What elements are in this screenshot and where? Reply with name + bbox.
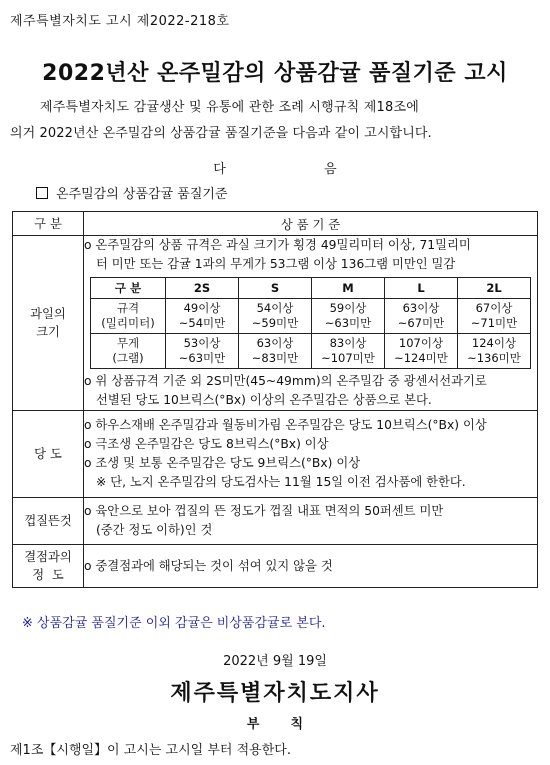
size-table [90, 277, 531, 369]
content-line: o 조생 및 보통 온주밀감은 당도 9브릭스(°Bx) 이상 [84, 456, 361, 470]
size-col-header: 2L [458, 278, 531, 299]
row-content-sugar [84, 411, 538, 498]
da-eum-heading [0, 158, 550, 177]
row-label-line: 결점과의 [24, 550, 72, 564]
table-row-defect [13, 545, 538, 588]
row-label-line: 정 도 [32, 568, 64, 582]
supplementary-heading [0, 713, 550, 732]
footer-note: ※ 상품감귤 품질기준 이외 감귤은 비상품감귤로 본다. [22, 616, 326, 631]
size-cell: 63이상 ~67미만 [385, 299, 458, 334]
row-content-peel [84, 498, 538, 545]
size-row-label: 무게 (그램) [91, 334, 166, 369]
row-label-sugar: 당 도 [13, 411, 84, 498]
table-header-row [13, 212, 538, 236]
intro-line-1: 제주특별자치도 감귤생산 및 유통에 관한 조례 시행규칙 제18조에 [40, 100, 419, 115]
eum-char: 음 [324, 162, 337, 177]
row-label-peel: 껍질뜬것 [13, 498, 84, 545]
section-heading [36, 183, 228, 202]
table-row-peel [13, 498, 538, 545]
row-label-line: 과일의 [30, 307, 66, 321]
size-col-header: M [312, 278, 385, 299]
size-cell: 49이상 ~54미만 [166, 299, 239, 334]
checkbox-square-icon [36, 187, 48, 199]
da-char: 다 [213, 162, 226, 177]
size-col-header: 구 분 [91, 278, 166, 299]
document-title: 2022년산 온주밀감의 상품감귤 품질기준 고시 [42, 61, 508, 86]
content-line: o 위 상품규격 기준 외 2S미만(45~49mm)의 온주밀감 중 광센서선과기로 [84, 374, 487, 388]
size-row-label: 규격 (밀리미터) [91, 299, 166, 334]
row-content-fruit-size [84, 236, 538, 411]
row-label-line: 크기 [36, 325, 60, 339]
size-cell: 63이상 ~83미만 [239, 334, 312, 369]
size-table-row [91, 299, 531, 334]
size-col-header: S [239, 278, 312, 299]
row-content-defect [84, 545, 538, 588]
size-cell: 53이상 ~63미만 [166, 334, 239, 369]
content-line: (중간 정도 이하)인 것 [96, 523, 213, 537]
issuer-name: 제주특별자치도지사 [170, 681, 380, 706]
row-label-defect [13, 545, 84, 588]
bu-char: 부 [246, 717, 260, 732]
size-cell: 59이상 ~63미만 [312, 299, 385, 334]
size-cell: 83이상 ~107미만 [312, 334, 385, 369]
column-header-category: 구 분 [13, 212, 84, 236]
notice-number: 제주특별자치도 고시 제2022-218호 [10, 14, 230, 29]
size-col-header: 2S [166, 278, 239, 299]
content-line: 터 미만 또는 감귤 1과의 무게가 53그램 이상 136그램 미만인 밀감 [96, 257, 456, 271]
notice-date: 2022년 9월 19일 [223, 654, 327, 669]
content-line: o 극조생 온주밀감은 당도 8브릭스(°Bx) 이상 [84, 437, 329, 451]
chik-char: 칙 [290, 717, 304, 732]
column-header-standard: 상 품 기 준 [84, 212, 538, 236]
intro-line-2: 의거 2022년산 온주밀감의 상품감귤 품질기준을 다음과 같이 고시합니다. [10, 126, 432, 141]
size-table-row [91, 334, 531, 369]
size-cell: 124이상 ~136미만 [458, 334, 531, 369]
size-table-header [91, 278, 531, 299]
content-line: o 온주밀감의 상품 규격은 과실 크기가 횡경 49밀리미터 이상, 71밀리미 [84, 238, 471, 252]
section-heading-text: 온주밀감의 상품감귤 품질기준 [56, 187, 228, 202]
table-row-sugar [13, 411, 538, 498]
article-1: 제1조【시행일】이 고시는 고시일 부터 적용한다. [10, 743, 291, 758]
content-line: 선별된 당도 10브릭스(°Bx) 이상의 온주밀감은 상품으로 본다. [96, 393, 432, 407]
criteria-table [12, 211, 538, 588]
content-line: o 육안으로 보아 껍질의 뜬 정도가 껍질 내표 면적의 50퍼센트 미만 [84, 504, 444, 518]
content-line: ※ 단, 노지 온주밀감의 당도검사는 11월 15일 이전 검사품에 한한다. [96, 475, 466, 489]
size-col-header: L [385, 278, 458, 299]
table-row-fruit-size [13, 236, 538, 411]
content-line: o 중결점과에 해당되는 것이 섞여 있지 않을 것 [84, 558, 333, 573]
content-line: o 하우스재배 온주밀감과 월동비가림 온주밀감은 당도 10브릭스(°Bx) 이상 [84, 418, 487, 432]
size-cell: 107이상 ~124미만 [385, 334, 458, 369]
row-label-fruit-size [13, 236, 84, 411]
size-cell: 54이상 ~59미만 [239, 299, 312, 334]
size-cell: 67이상 ~71미만 [458, 299, 531, 334]
